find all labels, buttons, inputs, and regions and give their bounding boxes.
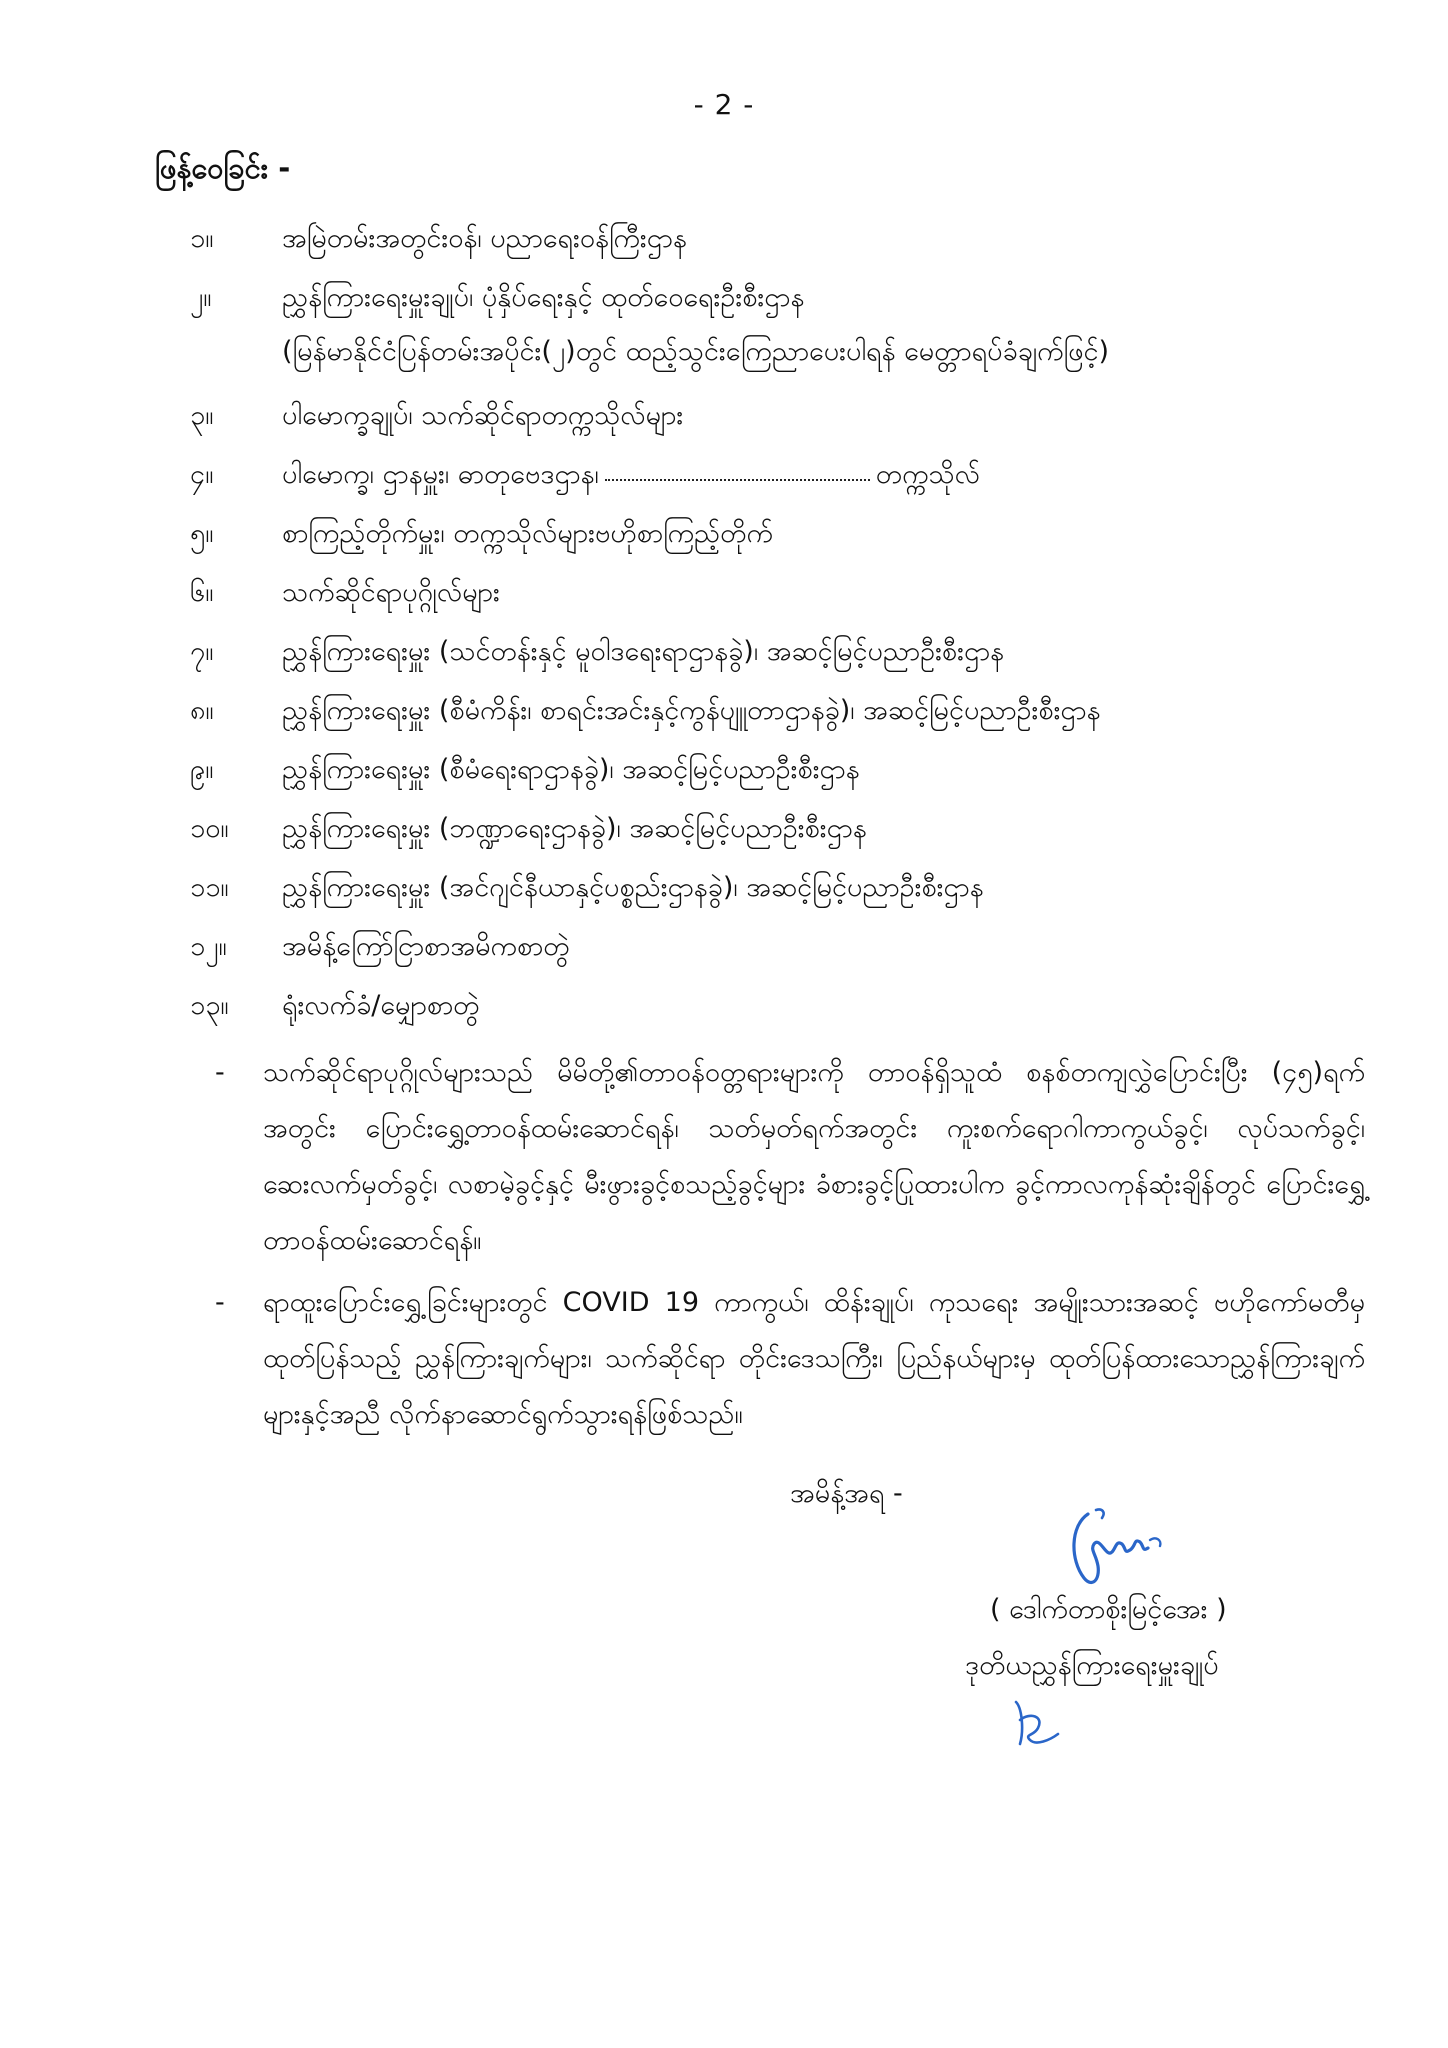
signer-name: ( ဒေါက်တာစိုးမြင့်အေး ) [990, 1594, 1227, 1625]
item-number: ၂။ [190, 282, 212, 313]
note-text: ရာထူးပြောင်းရွှေ့ခြင်းများတွင် COVID 19 ကာကွယ်၊ ထိန်းချုပ်၊ ကုသရေး အမျိုးသားအဆင့် ဗဟိုကော်မတီမှထုတ်ပြန်သည့် ညွှန်ကြားချက်များ၊ သက်ဆိုင်ရာ တိုင်းဒေသကြီး၊ ပြည်နယ်များမှ ထုတ်ပြန်ထားသောညွှန်ကြားချက်များနှင့်အညီ လိုက်နာဆောင်ရွက်သွားရန်ဖြစ်သည်။ [263, 1287, 1365, 1430]
blank-fill-line [605, 471, 870, 481]
item-text: ပါမောက္ခ၊ ဌာနမှူး၊ ဓာတုဗေဒဌာန၊ [282, 459, 599, 490]
item-number: ၈။ [190, 695, 214, 726]
page-number: - 2 - [693, 88, 755, 121]
distribution-list [190, 212, 1370, 1038]
item-text: စာကြည့်တိုက်မှူး၊ တက္ကသိုလ်များဗဟိုစာကြည့်တိုက် [282, 518, 773, 549]
item-text: ညွှန်ကြားရေးမှူး (သင်တန်းနှင့် မူဝါဒရေးရာဌာနခွဲ)၊ အဆင့်မြင့်ပညာဦးစီးဌာန [282, 636, 1005, 667]
notes-list [215, 1045, 1365, 1449]
item-number: ၉။ [190, 754, 214, 785]
list-item [190, 389, 1370, 448]
distribution-heading: ဖြန့်ဝေခြင်း - [155, 151, 291, 185]
item-number: ၄။ [190, 459, 214, 490]
note-item [215, 1045, 1365, 1269]
item-text: ညွှန်ကြားရေးမှူး (ဘဏ္ဍာရေးဌာနခွဲ)၊ အဆင့်မြင့်ပညာဦးစီးဌာန [282, 813, 867, 844]
note-item [215, 1275, 1365, 1443]
order-by-line: အမိန့်အရ - [790, 1478, 903, 1509]
item-number: ၁။ [190, 223, 214, 254]
item-text-suffix: တက္ကသိုလ် [875, 459, 980, 490]
note-text: သက်ဆိုင်ရာပုဂ္ဂိုလ်များသည် မိမိတို့၏တာဝန်ဝတ္တရားများကို တာဝန်ရှိသူထံ စနစ်တကျလွှဲပြောင်းပြီး (၄၅)ရက်အတွင်း ပြောင်းရွှေ့တာဝန်ထမ်းဆောင်ရန်၊ သတ်မှတ်ရက်အတွင်း ကူးစက်ရောဂါကာကွယ်ခွင့်၊ လုပ်သက်ခွင့်၊ ဆေးလက်မှတ်ခွင့်၊ လစာမဲ့ခွင့်နှင့် မီးဖွားခွင့်စသည့်ခွင့်များ ခံစားခွင့်ပြုထားပါက ခွင့်ကာလကုန်ဆုံးချိန်တွင် ပြောင်းရွှေ့တာဝန်ထမ်းဆောင်ရန်။ [263, 1057, 1365, 1256]
list-item [190, 743, 1370, 802]
list-item [190, 448, 1370, 507]
list-item [190, 979, 1370, 1038]
list-item [190, 507, 1370, 566]
list-item [190, 861, 1370, 920]
item-number: ၇။ [190, 636, 214, 667]
signer-title: ဒုတိယညွှန်ကြားရေးမှူးချုပ် [965, 1650, 1219, 1681]
item-text: သက်ဆိုင်ရာပုဂ္ဂိုလ်များ [282, 577, 500, 608]
item-text: ညွှန်ကြားရေးမှူး (စီမံရေးရာဌာနခွဲ)၊ အဆင့်မြင့်ပညာဦးစီးဌာန [282, 754, 860, 785]
note-dash: - [215, 1287, 225, 1318]
item-text: ရုံးလက်ခံ/မျှောစာတွဲ [282, 990, 480, 1021]
item-number: ၁၃။ [190, 990, 229, 1021]
list-item [190, 920, 1370, 979]
list-item [190, 271, 1370, 389]
list-item [190, 212, 1370, 271]
item-text: ညွှန်ကြားရေးမှူး (အင်ဂျင်နီယာနှင့်ပစ္စည်းဌာနခွဲ)၊ အဆင့်မြင့်ပညာဦးစီးဌာန [282, 872, 984, 903]
list-item [190, 684, 1370, 743]
initial-mark-image [1000, 1690, 1070, 1760]
item-text: ညွှန်ကြားရေးမှူးချုပ်၊ ပုံနှိပ်ရေးနှင့် ထုတ်ဝေရေးဦးစီးဌာန [282, 282, 805, 313]
item-number: ၁၁။ [190, 872, 229, 903]
list-item [190, 625, 1370, 684]
item-text: ပါမောက္ခချုပ်၊ သက်ဆိုင်ရာတက္ကသိုလ်များ [282, 400, 684, 431]
note-dash: - [215, 1057, 225, 1088]
item-number: ၁၀။ [190, 813, 229, 844]
item-text-continuation: (မြန်မာနိုင်ငံပြန်တမ်းအပိုင်း(၂)တွင် ထည့်သွင်းကြေညာပေးပါရန် မေတ္တာရပ်ခံချက်ဖြင့်) [282, 336, 1110, 367]
item-number: ၆။ [190, 577, 214, 608]
item-number: ၁၂။ [190, 931, 227, 962]
list-item [190, 566, 1370, 625]
item-text: ညွှန်ကြားရေးမှူး (စီမံကိန်း၊ စာရင်းအင်းနှင့်ကွန်ပျူတာဌာနခွဲ)၊ အဆင့်မြင့်ပညာဦးစီးဌာန [282, 695, 1101, 726]
list-item [190, 802, 1370, 861]
item-text: အမြဲတမ်းအတွင်းဝန်၊ ပညာရေးဝန်ကြီးဌာန [282, 223, 687, 254]
item-text: အမိန့်ကြော်ငြာစာအမိကစာတွဲ [282, 931, 570, 962]
item-number: ၅။ [190, 518, 214, 549]
item-number: ၃။ [190, 400, 214, 431]
